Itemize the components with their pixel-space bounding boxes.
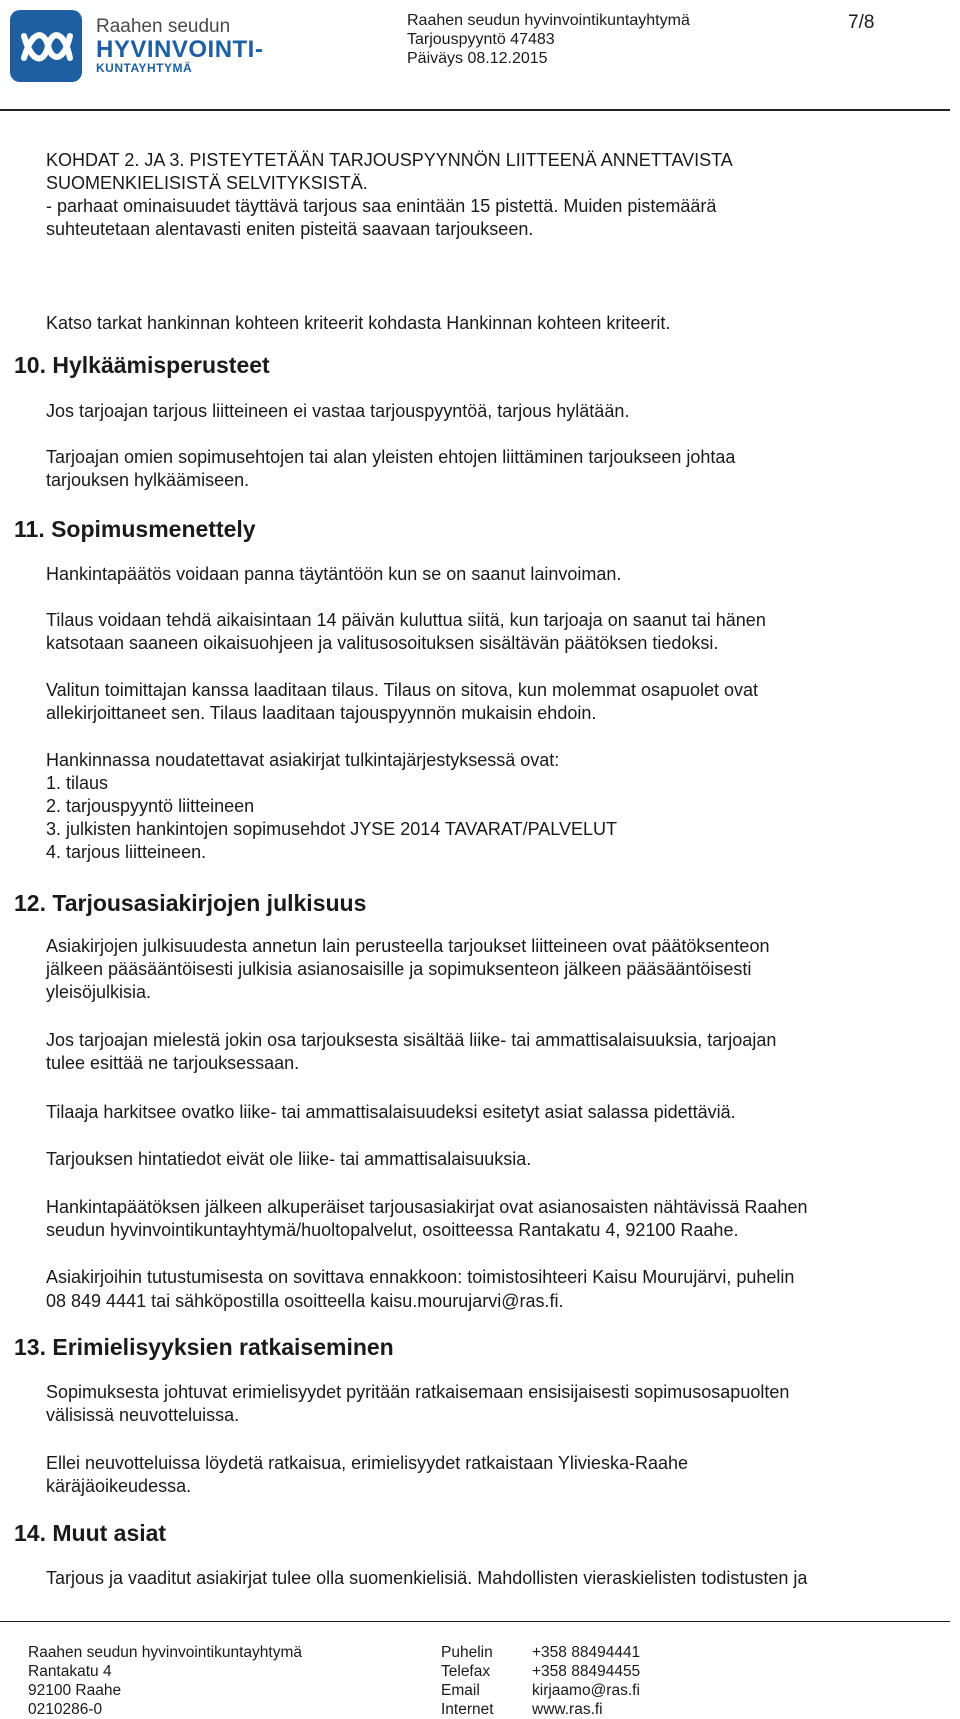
section-11-paragraph-2-line-1: Tilaus voidaan tehdä aikaisintaan 14 päivän kuluttua siitä, kun tarjoaja on saanut tai hänen: [46, 610, 766, 630]
section-11-paragraph-1: Hankintapäätös voidaan panna täytäntöön kun se on saanut lainvoiman.: [46, 564, 622, 584]
section-12-paragraph-2-line-1: Jos tarjoajan mielestä jokin osa tarjouksesta sisältää liike- tai ammattisalaisuuksia, tarjoajan: [46, 1030, 777, 1050]
footer-city: 92100 Raahe: [28, 1682, 122, 1699]
section-12-paragraph-1-line-3: yleisöjulkisia.: [46, 982, 152, 1002]
footer-business-id: 0210286-0: [28, 1701, 103, 1718]
footer-fax: +358 88494455: [532, 1663, 641, 1680]
section-13-paragraph-1-line-2: välisissä neuvotteluissa.: [46, 1405, 240, 1425]
section-12-paragraph-6-line-2: 08 849 4441 tai sähköpostilla osoitteella kaisu.mourujarvi@ras.fi.: [46, 1291, 564, 1311]
section-12-paragraph-5-line-2: seudun hyvinvointikuntayhtymä/huoltopalvelut, osoitteessa Rantakatu 4, 92100 Raahe.: [46, 1220, 739, 1240]
footer-email-label: Email: [441, 1682, 480, 1699]
page-number: 7/8: [848, 12, 875, 33]
section-12-paragraph-6-line-1: Asiakirjoihin tutustumisesta on sovittava ennakkoon: toimistosihteeri Kaisu Mourujärvi, puhelin: [46, 1267, 795, 1287]
section-10-paragraph-2-line-1: Tarjoajan omien sopimusehtojen tai alan yleisten ehtojen liittäminen tarjoukseen johtaa: [46, 447, 736, 467]
footer-divider: [0, 1621, 950, 1622]
section-11-paragraph-3-line-2: allekirjoittaneet sen. Tilaus laaditaan tajouspyynnön mukaisin ehdoin.: [46, 703, 597, 723]
header-request-number: Tarjouspyyntö 47483: [407, 31, 555, 48]
section-13-heading: 13. Erimielisyyksien ratkaiseminen: [14, 1334, 394, 1360]
section-12-paragraph-1-line-1: Asiakirjojen julkisuudesta annetun lain perusteella tarjoukset liitteineen ovat päätöksenteon: [46, 936, 770, 956]
organization-logo: [10, 10, 82, 82]
section-11-paragraph-3-line-1: Valitun toimittajan kanssa laaditaan tilaus. Tilaus on sitova, kun molemmat osapuolet ovat: [46, 680, 759, 700]
section-12-paragraph-5-line-1: Hankintapäätöksen jälkeen alkuperäiset tarjousasiakirjat ovat asianosaisten nähtävissä Raahen: [46, 1197, 808, 1217]
intro-line-3: - parhaat ominaisuudet täyttävä tarjous saa enintään 15 pistettä. Muiden pistemäärä: [46, 196, 717, 216]
section-11-list-item-4: 4. tarjous liitteineen.: [46, 842, 207, 862]
section-11-heading: 11. Sopimusmenettely: [14, 516, 256, 542]
footer-org-name: Raahen seudun hyvinvointikuntayhtymä: [28, 1644, 303, 1661]
footer-street: Rantakatu 4: [28, 1663, 112, 1680]
section-12-paragraph-4: Tarjouksen hintatiedot eivät ole liike- tai ammattisalaisuuksia.: [46, 1149, 532, 1169]
section-10-heading: 10. Hylkäämisperusteet: [14, 352, 270, 378]
section-12-paragraph-1-line-2: jälkeen pääsääntöisesti julkisia asianosaisille ja sopimuksenteon jälkeen pääsääntöisesti: [46, 959, 752, 979]
section-11-paragraph-2-line-2: katsotaan saaneen oikaisuohjeen ja valitusosoituksen sisältävän päätöksen tiedoksi.: [46, 633, 719, 653]
footer-email: kirjaamo@ras.fi: [532, 1682, 640, 1699]
intro-line-5: Katso tarkat hankinnan kohteen kriteerit kohdasta Hankinnan kohteen kriteerit.: [46, 313, 671, 333]
section-10-paragraph-1: Jos tarjoajan tarjous liitteineen ei vastaa tarjouspyyntöä, tarjous hylätään.: [46, 401, 630, 421]
footer-web: www.ras.fi: [532, 1701, 603, 1718]
footer-phone: +358 88494441: [532, 1644, 641, 1661]
knot-logo-icon: [10, 10, 82, 82]
intro-line-2: SUOMENKIELISISTÄ SELVITYKSISTÄ.: [46, 173, 368, 193]
footer-phone-label: Puhelin: [441, 1644, 493, 1661]
logo-text-line3: KUNTAYHTYMÄ: [96, 61, 193, 75]
intro-line-1: KOHDAT 2. JA 3. PISTEYTETÄÄN TARJOUSPYYNNÖN LIITTEENÄ ANNETTAVISTA: [46, 150, 733, 170]
footer-web-label: Internet: [441, 1701, 494, 1718]
header-organization: Raahen seudun hyvinvointikuntayhtymä: [407, 12, 690, 29]
section-12-paragraph-3: Tilaaja harkitsee ovatko liike- tai ammattisalaisuudeksi esitetyt asiat salassa pidettäviä.: [46, 1102, 736, 1122]
intro-line-4: suhteutetaan alentavasti eniten pisteitä saavaan tarjoukseen.: [46, 219, 534, 239]
header-date: Päiväys 08.12.2015: [407, 50, 548, 67]
section-13-paragraph-2-line-2: käräjäoikeudessa.: [46, 1476, 192, 1496]
logo-text-line1: Raahen seudun: [96, 16, 231, 37]
section-11-documents-intro: Hankinnassa noudatettavat asiakirjat tulkintajärjestyksessä ovat:: [46, 750, 560, 770]
section-14-paragraph-1: Tarjous ja vaaditut asiakirjat tulee olla suomenkielisiä. Mahdollisten vieraskielisten todistusten ja: [46, 1568, 808, 1588]
section-11-list-item-1: 1. tilaus: [46, 773, 109, 793]
logo-text-line2: HYVINVOINTI-: [96, 36, 264, 63]
section-14-heading: 14. Muut asiat: [14, 1520, 167, 1546]
section-13-paragraph-1-line-1: Sopimuksesta johtuvat erimielisyydet pyritään ratkaisemaan ensisijaisesti sopimusosapuolten: [46, 1382, 790, 1402]
section-11-list-item-2: 2. tarjouspyyntö liitteineen: [46, 796, 255, 816]
section-12-paragraph-2-line-2: tulee esittää ne tarjouksessaan.: [46, 1053, 300, 1073]
section-12-heading: 12. Tarjousasiakirjojen julkisuus: [14, 890, 367, 916]
header-divider: [0, 109, 950, 111]
section-11-list-item-3: 3. julkisten hankintojen sopimusehdot JYSE 2014 TAVARAT/PALVELUT: [46, 819, 617, 839]
section-13-paragraph-2-line-1: Ellei neuvotteluissa löydetä ratkaisua, erimielisyydet ratkaistaan Ylivieska-Raahe: [46, 1453, 688, 1473]
footer-fax-label: Telefax: [441, 1663, 491, 1680]
section-10-paragraph-2-line-2: tarjouksen hylkäämiseen.: [46, 470, 250, 490]
